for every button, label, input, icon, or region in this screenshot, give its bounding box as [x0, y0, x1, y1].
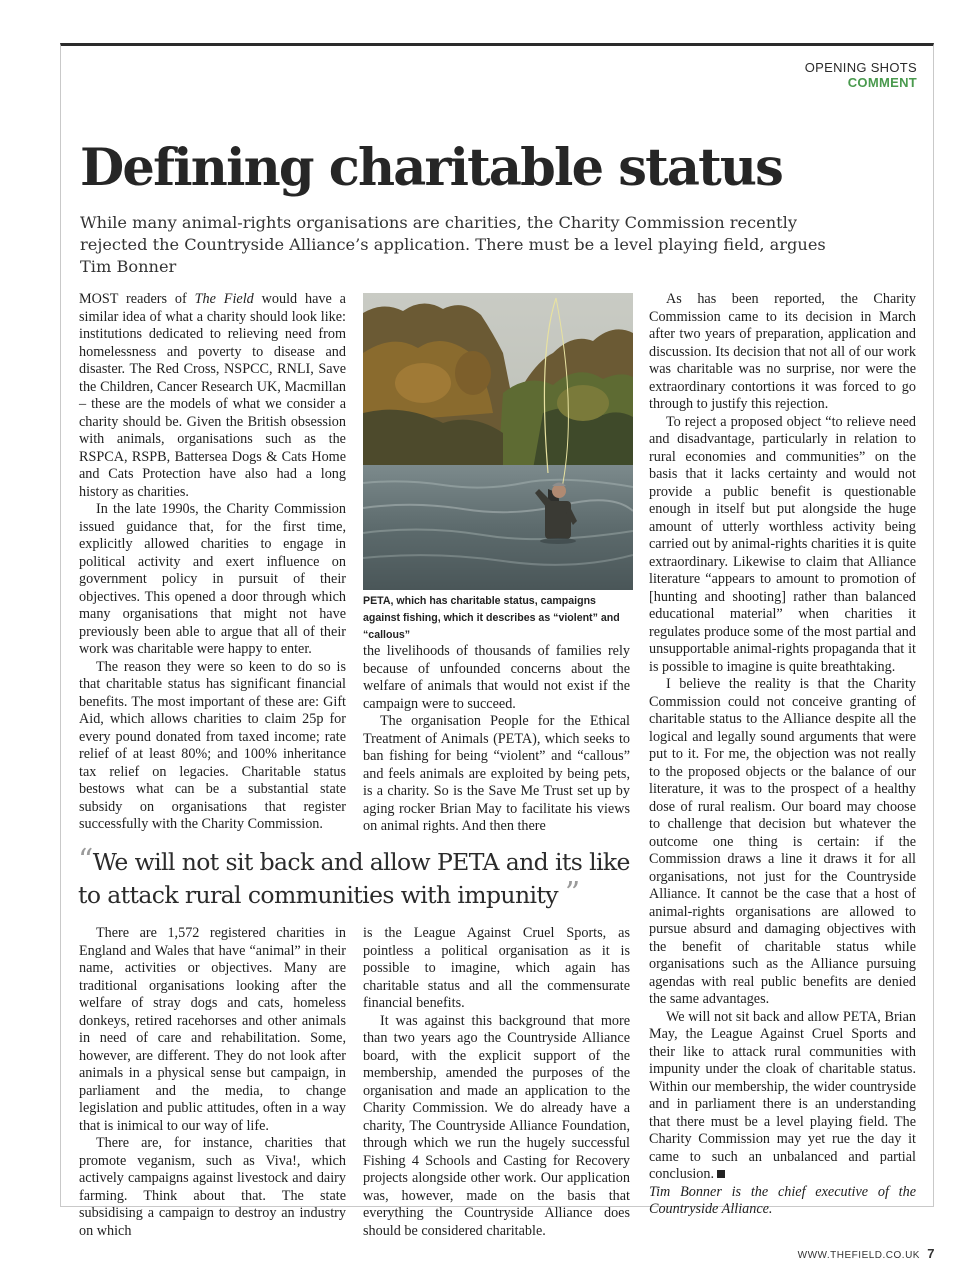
- column-2-upper: [363, 643, 630, 836]
- column-1-lower: [79, 925, 346, 1240]
- column-2-lower: [363, 925, 630, 1240]
- pull-quote: [78, 845, 638, 911]
- paragraph: In the late 1990s, the Charity Commission issued guidance that, for the first time, explicitly allowed charities to engage in political activity and exert influence on government policy in pursuit of their objectives. This opened a door through which many organisations that might not have previously been able to argue that all of their work was charitable were happy to enter.: [79, 501, 346, 657]
- footer-url: WWW.THEFIELD.CO.UK: [797, 1250, 920, 1261]
- publication-title: The Field: [194, 291, 254, 307]
- paragraph: It was against this background that more than two years ago the Countryside Alliance board, with the explicit support of the membership, amended the purposes of the organisation and made an application to the Charity Commission. We do already have a charity, The Countryside Alliance Foundation, through which we run the hugely successful Fishing 4 Schools and Casting for Recovery projects alongside other work. Our application was, however, made on the basis that everything the Countryside Alliance does should be considered charitable.: [363, 1012, 630, 1239]
- section-label: OPENING SHOTS: [804, 60, 917, 75]
- paragraph: We will not sit back and allow PETA, Brian May, the League Against Cruel Sports and their like to attack rural communities with impunity under the cloak of charitable status. Within our membership, the wider countryside and in parliament there is an understanding that there must be a level playing field. The Charity Commission may yet rue the day it came to such an unbalanced and partial conclusion.: [649, 1008, 916, 1182]
- page-footer: [798, 1246, 935, 1261]
- paragraph: the livelihoods of thousands of families rely because of unfounded concerns about the welfare of animals that would not exist if the campaign were to succeed.: [363, 643, 630, 712]
- end-mark-icon: [717, 1170, 725, 1178]
- open-quote-mark: “: [78, 843, 93, 878]
- author-bio: Tim Bonner is the chief executive of the Countryside Alliance.: [649, 1183, 916, 1217]
- pull-quote-text: We will not sit back and allow PETA and its like to attack rural communities with impunity: [78, 848, 630, 909]
- paragraph: MOST readers of The Field would have a similar idea of what a charity should look like: institutions dedicated to relieving need from homelessness and poverty to disease and disaster. The Red Cross, NSPCC, RNLI, Save the Children, Cancer Research UK, Macmillan – these are the models of what we consider a charity should be. Given the British obsession with animals, organisations such as the RSPCA, RSPB, Battersea Dogs & Cats Home and Cats Protection have also had a long history as charities.: [79, 291, 346, 500]
- section-sublabel: COMMENT: [847, 75, 917, 90]
- fly-fishing-photo: [363, 293, 633, 590]
- paragraph: There are, for instance, charities that promote veganism, such as Viva!, which actively campaigns against livestock and dairy farming. Think about that. The state subsidising a campaign to destroy an industry on which: [79, 1135, 346, 1239]
- paragraph: I believe the reality is that the Charity Commission could not conceive granting of charitable status to the Alliance despite all the logical and legally sound arguments that were put to it. For me, the objection was not really to the proposed objects or the balance of our literature, it was to the prospect of a healthy dose of rural realism. Our board may choose to challenge that decision but whatever the outcome one thing is certain: if the Commission draws a line it draws it for all organisations, not just for the Countryside Alliance. It cannot be the case that a host of animal-rights organisations are allowed to pursue absurd and damaging objectives with the benefit of charitable status while organisations such as the Alliance pursuing agendas with real public benefits are denied the same advantages.: [649, 676, 916, 1007]
- standfirst: While many animal-rights organisations are charities, the Charity Commission recently rejected the Countryside Alliance’s application. There must be a level playing field, argues Tim Bonner: [80, 213, 826, 276]
- paragraph: To reject a proposed object “to relieve need and disadvantage, particularly in relation to rural economies and communities” on the basis that it lacks certainty and would not provide a public benefit is questionable enough in itself but put alongside the huge amount of utterly worthless activity being carried out by animal-rights charities it is quite extraordinary. Likewise to claim that Alliance literature “appears to amount to promotion of [hunting and shooting] rather than balanced educational material” when charities it regulates produce some of the most partial and unsupportable animal-rights propaganda that it is possible to imagine is quite breathtaking.: [649, 413, 916, 675]
- paragraph: There are 1,572 registered charities in England and Wales that have “animal” in their name, activities or objectives. Many are traditional organisations looking after the welfare of stray dogs and cats, homeless donkeys, retired racehorses and other animals in need of care and rehabilitation. Some, however, are different. They do not look after animals in a physical sense but campaign, in parliament and the media, to change legislation and public attitudes, often in a way that is inimical to our way of life.: [79, 925, 346, 1134]
- photo-caption: PETA, which has charitable status, campaigns against fishing, which it describes as “violent” and “callous”: [363, 595, 620, 641]
- column-1-upper: [79, 291, 346, 834]
- paragraph: As has been reported, the Charity Commission came to its decision in March after two years of preparation, application and discussion. Its decision that not all of our work was charitable was no surprise, nor were the extraordinary contortions it was forced to go through to justify this rejection.: [649, 291, 916, 412]
- section-tag: [805, 60, 917, 90]
- paragraph: is the League Against Cruel Sports, as pointless a political organisation as it is possible to imagine, which again has charitable status and all the commensurate financial benefits.: [363, 925, 630, 1011]
- paragraph: The organisation People for the Ethical Treatment of Animals (PETA), which seeks to ban fishing for being “violent” and “callous” and feels animals are exploited by being pets, is a charity. So is the Save Me Trust set up by aging rocker Brian May to facilitate his views on animal rights. And then there: [363, 713, 630, 834]
- column-3: [649, 291, 916, 1219]
- page-number: 7: [927, 1246, 935, 1261]
- headline: Defining charitable status: [80, 138, 783, 198]
- paragraph: The reason they were so keen to do so is that charitable status has significant financial benefits. The most important of these are: Gift Aid, which allows charities to claim 25p for every pound donated from taxed income; rate relief of at least 80%; and 100% inheritance tax relief on legacies. Charitable status bestows what can be a substantial state subsidy on organisations that register successfully with the Charity Commission.: [79, 658, 346, 832]
- close-quote-mark: ”: [564, 876, 580, 911]
